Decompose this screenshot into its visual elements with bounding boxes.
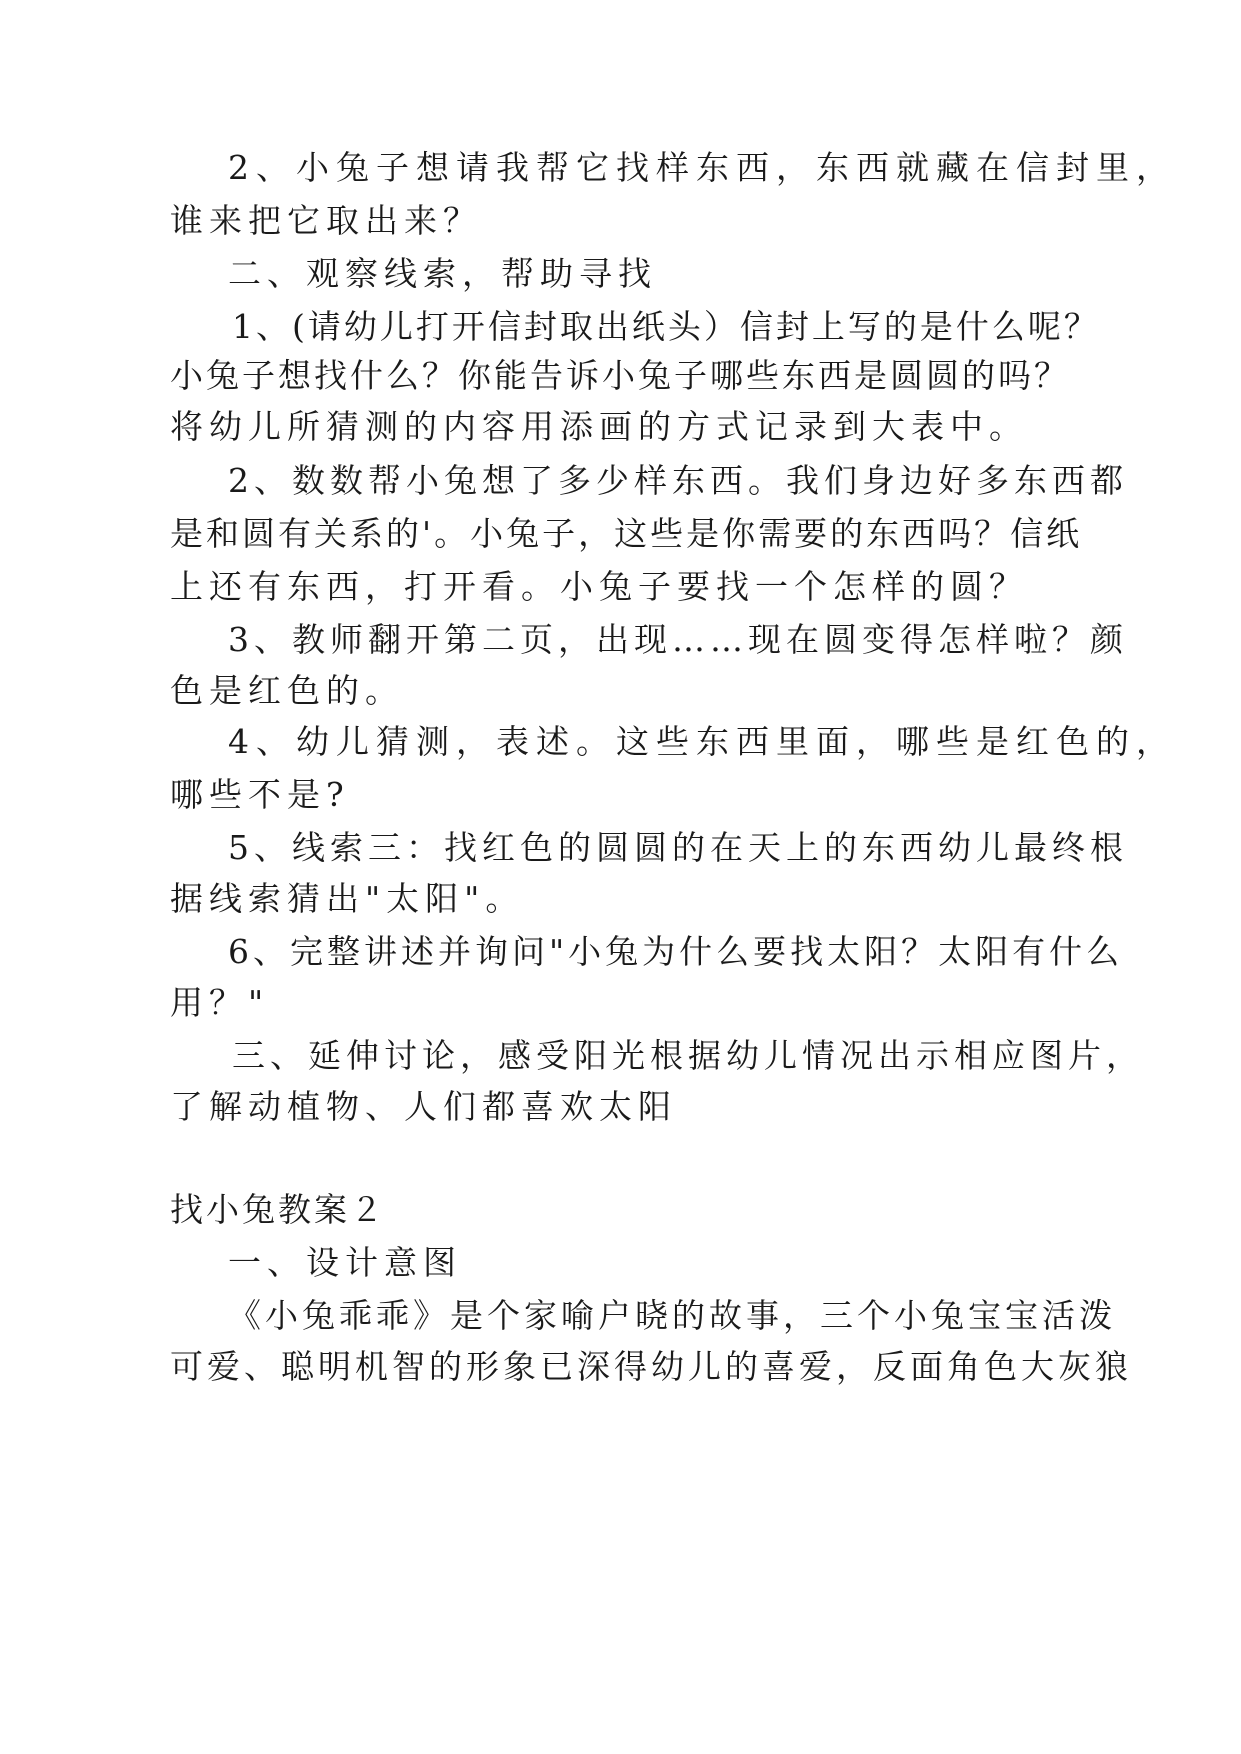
text-line: 3、教师翻开第二页，出现……现在圆变得怎样啦？颜: [228, 620, 1128, 659]
text-line: 了解动植物、人们都喜欢太阳: [170, 1087, 677, 1126]
text-line: 色是红色的。: [170, 671, 404, 710]
text-line: 1、(请幼儿打开信封取出纸头）信封上写的是什么呢？: [232, 307, 1100, 346]
text-line: 2、数数帮小兔想了多少样东西。我们身边好多东西都: [228, 461, 1128, 500]
text-line: 上还有东西，打开看。小兔子要找一个怎样的圆？: [170, 567, 1028, 606]
text-line: 《小兔乖乖》是个家喻户晓的故事，三个小兔宝宝活泼: [228, 1296, 1116, 1335]
text-line: 哪些不是?: [170, 775, 350, 814]
section-heading: 三、延伸讨论，感受阳光根据幼儿情况出示相应图片，: [232, 1036, 1144, 1075]
document-title: 找小兔教案２: [170, 1190, 386, 1229]
text-line: 6、完整讲述并询问"小兔为什么要找太阳？太阳有什么: [228, 932, 1124, 971]
text-line: 2、小兔子想请我帮它找样东西，东西就藏在信封里，: [228, 148, 1176, 187]
text-line: 据线索猜出"太阳"。: [170, 879, 525, 918]
text-line: 5、线索三：找红色的圆圆的在天上的东西幼儿最终根: [228, 828, 1128, 867]
text-line: 谁来把它取出来？: [170, 201, 482, 240]
section-heading: 一、设计意图: [228, 1243, 462, 1282]
section-heading: 二、观察线索，帮助寻找: [228, 254, 657, 293]
text-line: 可爱、聪明机智的形象已深得幼儿的喜爱，反面角色大灰狼: [170, 1347, 1132, 1386]
text-line: 将幼儿所猜测的内容用添画的方式记录到大表中。: [170, 407, 1028, 446]
text-line: 是和圆有关系的'。小兔子，这些是你需要的东西吗？信纸: [170, 514, 1083, 553]
text-line: 小兔子想找什么？你能告诉小兔子哪些东西是圆圆的吗？: [170, 356, 1070, 395]
text-line: 4、幼儿猜测，表述。这些东西里面，哪些是红色的，: [228, 722, 1176, 761]
text-line: 用？": [170, 983, 270, 1022]
